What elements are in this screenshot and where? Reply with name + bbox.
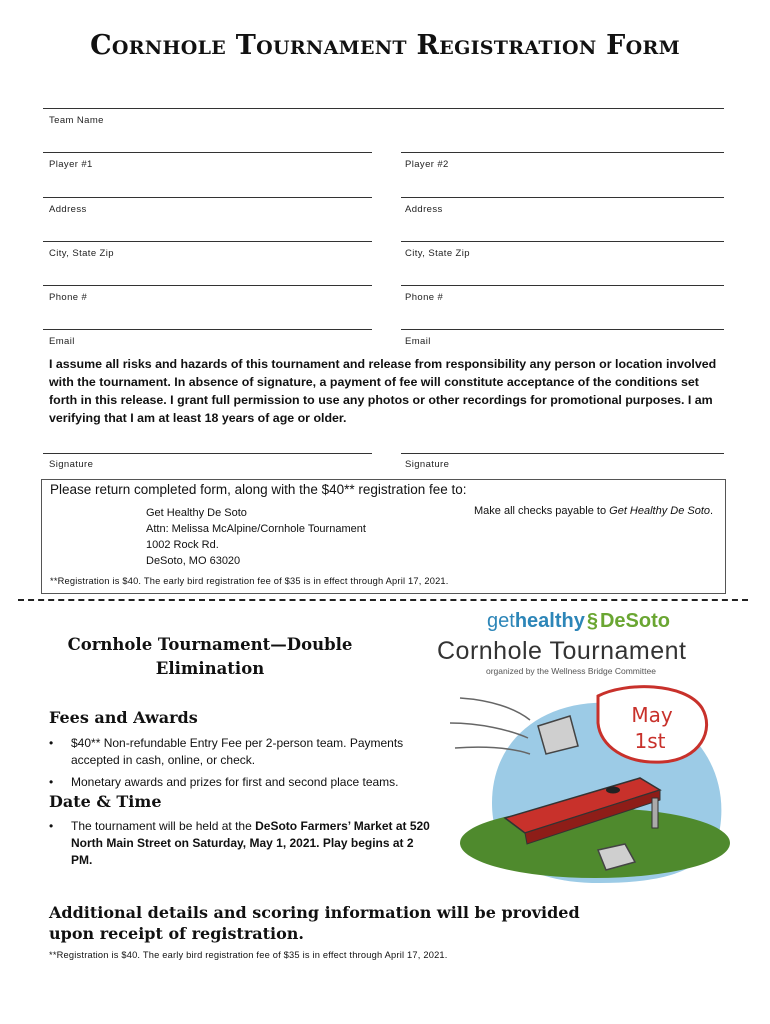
address-line: 1002 Rock Rd. [146,539,219,551]
checks-payee: Get Healthy De Soto [609,505,711,517]
badge-day: 1st [634,729,666,753]
signature1-label: Signature [49,459,94,470]
fee-text: $40** Non-refundable Entry Fee per 2-person team. Payments accepted in cash, online, or check. [71,736,404,767]
bullet: • [49,736,54,750]
form-title: Cornhole Tournament Registration Form [90,30,680,61]
address1-label: Address [49,204,87,215]
address1-line[interactable] [43,197,372,198]
fee-text: Monetary awards and prizes for first and second place teams. [71,775,399,789]
date-list [49,818,434,874]
email1-line[interactable] [43,329,372,330]
logo-desoto: DeSoto [599,610,670,632]
phone2-label: Phone # [405,292,444,303]
team-name-line[interactable] [43,108,724,109]
list-item [49,774,429,791]
signature1-line[interactable] [43,453,372,454]
logo-healthy: healthy [514,610,585,632]
city2-line[interactable] [401,241,724,242]
address2-line[interactable] [401,197,724,198]
release-text: I assume all risks and hazards of this tournament and release from responsibility any person or location involved with the tournament. In absence of signature, a payment of fee will constitute acceptance of the conditions set forth in this release. I grant full permission to use any photos or other recordings for promotional purposes. I am verifying that I am at least 18 years of age or older. [49,357,717,425]
address-line: Attn: Melissa McAlpine/Cornhole Tournament [146,523,366,535]
fees-list [49,735,429,796]
motion-line [450,723,528,738]
checks-suffix: . [710,505,714,517]
list-item [49,735,429,769]
player2-label: Player #2 [405,159,449,170]
date-prefix: The tournament will be held at the [71,819,256,833]
additional-info: Additional details and scoring information will be provided upon receipt of registration. [49,903,580,943]
signature2-label: Signature [405,459,450,470]
city1-line[interactable] [43,241,372,242]
date-heading: Date & Time [49,792,162,811]
swirl-icon: § [586,610,598,632]
address-line: Get Healthy De Soto [146,507,247,519]
checks-prefix: Make all checks payable to [474,505,610,517]
email1-label: Email [49,336,75,347]
player1-label: Player #1 [49,159,93,170]
event-name: Cornhole Tournament [437,637,687,665]
get-healthy-logo [487,610,670,633]
player2-line[interactable] [401,152,724,153]
logo-get: get [487,610,515,632]
badge-month: May [631,703,673,727]
fees-heading: Fees and Awards [49,708,198,727]
motion-line [460,698,530,720]
bullet: • [49,775,54,789]
board-hole [606,787,620,794]
date-details: DeSoto Farmers’ Market at 520 North Main Street on Saturday, May 1, 2021. Play begins at 2 PM. [71,819,430,867]
email2-line[interactable] [401,329,724,330]
organizer: organized by the Wellness Bridge Committee [486,666,656,676]
checks-payable [474,505,713,517]
address2-label: Address [405,204,443,215]
city2-label: City, State Zip [405,248,470,259]
player1-line[interactable] [43,152,372,153]
flyer-title: Cornhole Tournament—Double Elimination [67,635,353,678]
city1-label: City, State Zip [49,248,114,259]
phone1-line[interactable] [43,285,372,286]
return-heading: Please return completed form, along with the $40** registration fee to: [50,482,467,497]
phone1-label: Phone # [49,292,88,303]
signature2-line[interactable] [401,453,724,454]
mailing-address [146,505,366,569]
address-line: DeSoto, MO 63020 [146,555,241,567]
phone2-line[interactable] [401,285,724,286]
footer-registration-note: **Registration is $40. The early bird registration fee of $35 is in effect through April 17, 2021. [49,950,448,960]
cut-line [18,599,748,601]
bullet: • [49,819,54,833]
team-name-label: Team Name [49,115,104,126]
board-leg [652,798,658,828]
cornhole-illustration [430,678,750,908]
list-item [49,818,434,869]
email2-label: Email [405,336,431,347]
box-registration-note: **Registration is $40. The early bird registration fee of $35 is in effect through April 17, 2021. [50,576,449,586]
